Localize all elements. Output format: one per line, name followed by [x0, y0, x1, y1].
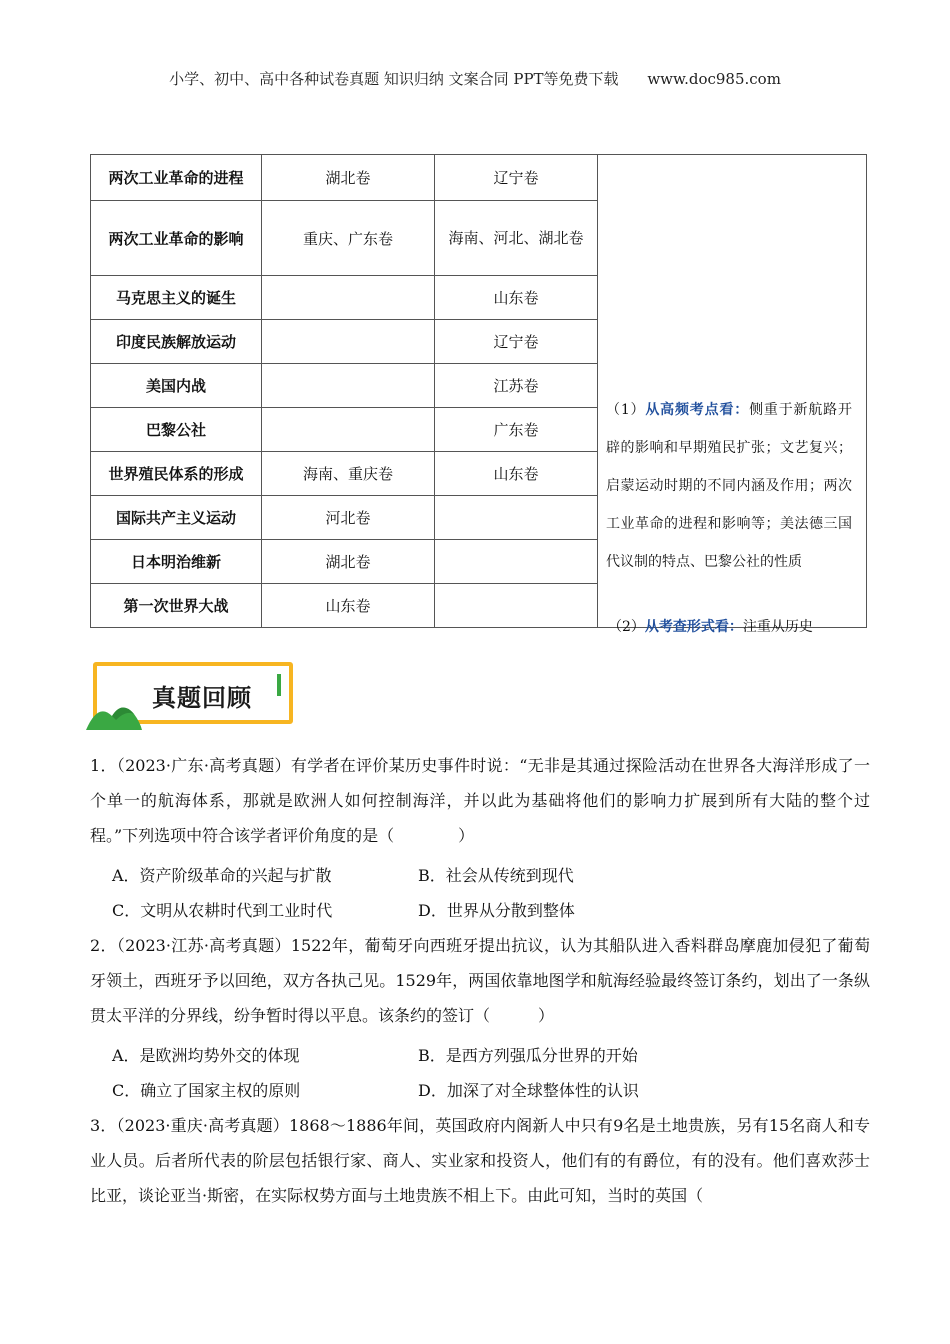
province-cell: 海南、重庆卷 — [262, 452, 435, 496]
analysis-p1-label: 从高频考点看： — [645, 402, 750, 418]
q2-option-d[interactable]: D．加深了对全球整体性的认识 — [418, 1081, 639, 1100]
province-cell — [435, 496, 598, 540]
q1-option-d[interactable]: D．世界从分散到整体 — [418, 901, 575, 920]
analysis-p2-text: 注重从历史 — [742, 619, 813, 635]
analysis-cell — [598, 155, 867, 628]
province-cell — [262, 408, 435, 452]
header-site-link[interactable]: www.doc985.com — [647, 70, 781, 88]
province-cell — [262, 364, 435, 408]
province-cell — [435, 584, 598, 628]
q1-option-a[interactable]: A．资产阶级革命的兴起与扩散 — [112, 866, 332, 885]
q1-option-b[interactable]: B．社会从传统到现代 — [418, 866, 574, 885]
province-cell — [262, 320, 435, 364]
analysis-p2-num: （2） — [608, 619, 645, 635]
analysis-p1-text: 侧重于新航路开辟的影响和早期殖民扩张；文艺复兴；启蒙运动时期的不同内涵及作用；两次工业革命的进程和影响等；美法德三国代议制的特点、巴黎公社的性质 — [606, 402, 852, 570]
banner-accent-bar — [277, 674, 281, 696]
analysis-overflow-line — [608, 616, 813, 636]
province-cell: 海南、河北、湖北卷 — [435, 201, 598, 276]
province-cell: 湖北卷 — [262, 540, 435, 584]
section-title: 真题回顾 — [152, 684, 252, 712]
province-cell: 广东卷 — [435, 408, 598, 452]
mountain-icon — [86, 696, 146, 730]
province-cell: 江苏卷 — [435, 364, 598, 408]
topic-cell: 印度民族解放运动 — [91, 320, 262, 364]
question-1-stem: 1．（2023·广东·高考真题）有学者在评价某历史事件时说：“无非是其通过探险活动在世界各大海洋形成了一个单一的航海体系，那就是欧洲人如何控制海洋，并以此为基础将他们的影响力扩展到所有大陆的整个过程。”下列选项中符合该学者评价角度的是（ ） — [90, 756, 870, 845]
topic-cell: 两次工业革命的进程 — [91, 155, 262, 201]
province-cell: 山东卷 — [435, 276, 598, 320]
analysis-p2-label: 从考查形式看： — [644, 619, 743, 635]
analysis-p1-num: （1） — [606, 402, 646, 418]
province-cell: 湖北卷 — [262, 155, 435, 201]
table-row — [91, 155, 867, 201]
province-cell: 河北卷 — [262, 496, 435, 540]
topic-cell: 美国内战 — [91, 364, 262, 408]
topic-cell: 世界殖民体系的形成 — [91, 452, 262, 496]
analysis-text — [606, 391, 852, 581]
topic-cell: 第一次世界大战 — [91, 584, 262, 628]
q2-option-b[interactable]: B．是西方列强瓜分世界的开始 — [418, 1046, 638, 1065]
exam-topic-table — [90, 154, 867, 628]
question-3-stem: 3．（2023·重庆·高考真题）1868～1886年间，英国政府内阁新人中只有9名是土地贵族，另有15名商人和专业人员。后者所代表的阶层包括银行家、商人、实业家和投资人，他们有的有爵位，有的没有。他们喜欢莎士比亚，谈论亚当·斯密，在实际权势方面与土地贵族不相上下。由此可知，当时的英国（ — [90, 1116, 870, 1205]
topic-cell: 马克思主义的诞生 — [91, 276, 262, 320]
province-cell: 山东卷 — [435, 452, 598, 496]
province-cell: 重庆、广东卷 — [262, 201, 435, 276]
topic-cell: 两次工业革命的影响 — [91, 201, 262, 276]
page-header — [0, 68, 950, 89]
header-text: 小学、初中、高中各种试卷真题 知识归纳 文案合同 PPT等免费下载 — [169, 70, 619, 88]
topic-cell: 日本明治维新 — [91, 540, 262, 584]
question-2-stem: 2．（2023·江苏·高考真题）1522年，葡萄牙向西班牙提出抗议，认为其船队进入香料群岛摩鹿加侵犯了葡萄牙领土，西班牙予以回绝，双方各执己见。1529年，两国依靠地图学和航海经验最终签订条约，划出了一条纵贯太平洋的分界线，纷争暂时得以平息。该条约的签订（ ） — [90, 936, 870, 1025]
province-cell: 辽宁卷 — [435, 320, 598, 364]
province-cell: 辽宁卷 — [435, 155, 598, 201]
q2-option-a[interactable]: A．是欧洲均势外交的体现 — [112, 1046, 300, 1065]
topic-cell: 巴黎公社 — [91, 408, 262, 452]
province-cell: 山东卷 — [262, 584, 435, 628]
q2-option-c[interactable]: C．确立了国家主权的原则 — [112, 1081, 301, 1100]
province-cell — [435, 540, 598, 584]
topic-cell: 国际共产主义运动 — [91, 496, 262, 540]
province-cell — [262, 276, 435, 320]
q1-option-c[interactable]: C．文明从农耕时代到工业时代 — [112, 901, 333, 920]
